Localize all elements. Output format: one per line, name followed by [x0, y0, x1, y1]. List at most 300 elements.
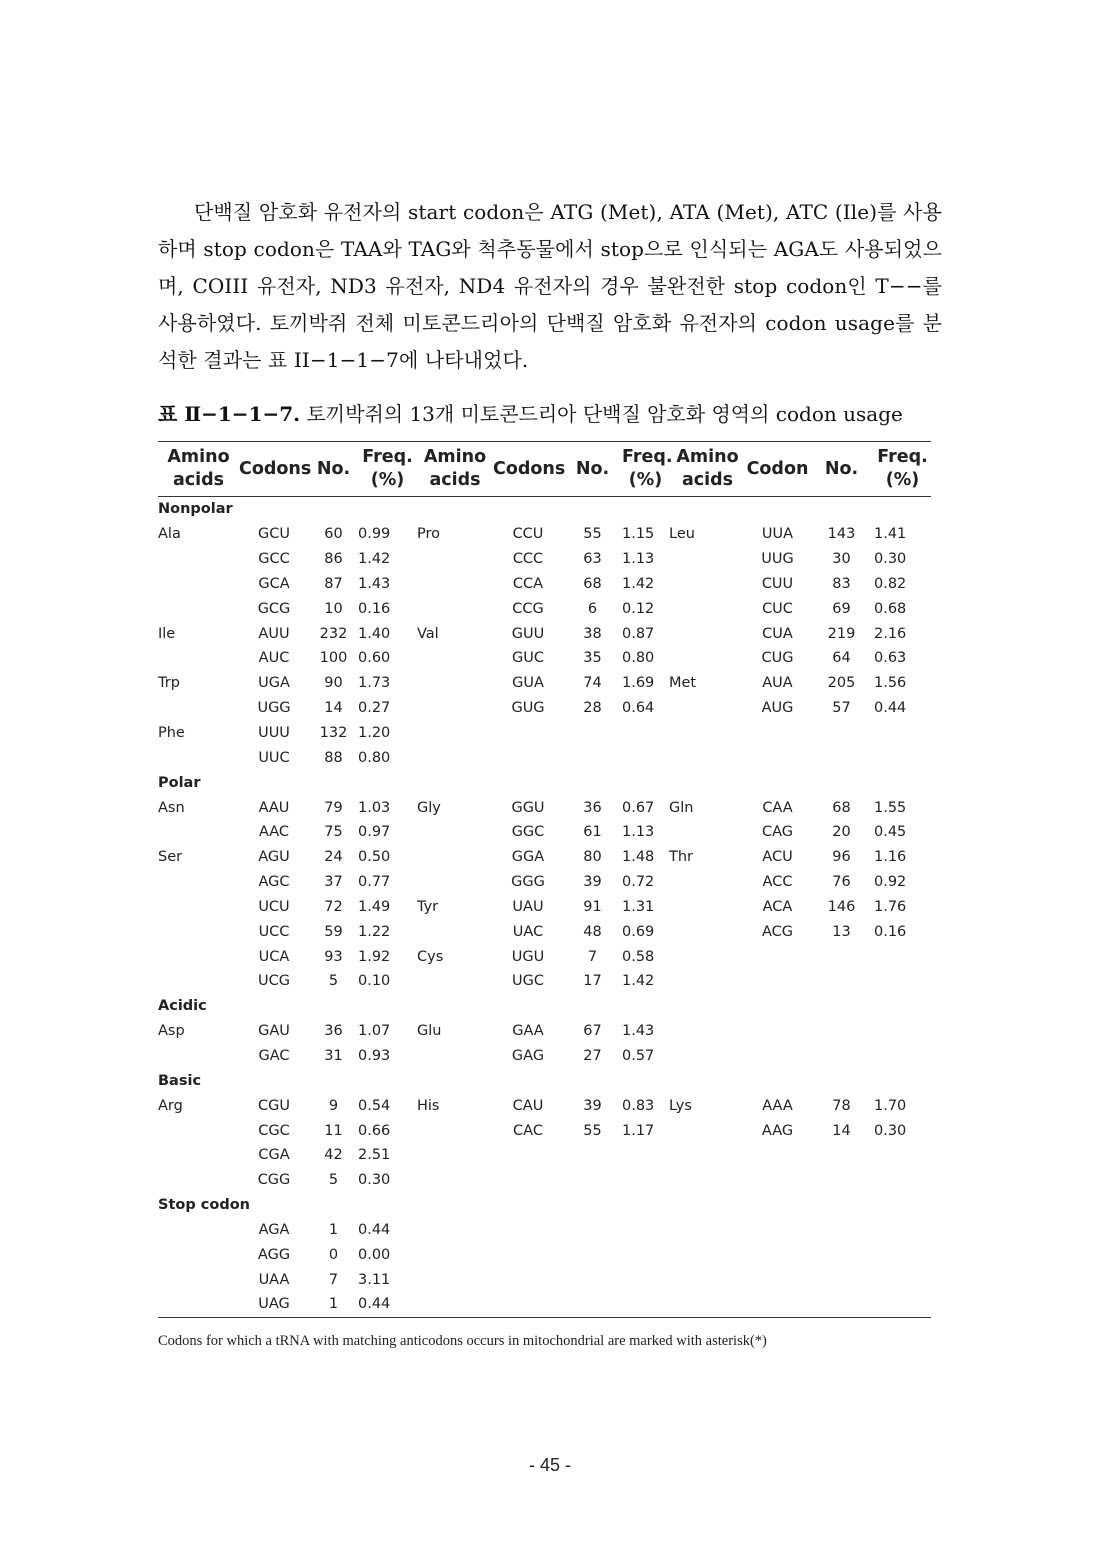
table-cell: 1.40 — [358, 625, 391, 642]
table-cell: 1.13 — [622, 551, 655, 568]
table-cell: AAU — [258, 799, 290, 816]
table-cell: UGU — [511, 948, 545, 965]
table-cell: 96 — [832, 849, 851, 866]
table-cell: Pro — [417, 526, 441, 543]
table-cell: 61 — [583, 824, 602, 841]
table-row — [158, 721, 931, 746]
table-cell — [417, 1242, 493, 1267]
table-cell — [493, 1267, 563, 1292]
table-cell: 80 — [583, 849, 602, 866]
table-cell — [669, 944, 746, 969]
table-row — [158, 795, 931, 820]
table-cell: 1.17 — [622, 1122, 655, 1139]
table-body — [158, 497, 931, 1318]
table-cell — [809, 1267, 874, 1292]
table-cell — [874, 944, 931, 969]
table-cell: 0.44 — [874, 700, 907, 717]
table-cell: 5 — [328, 1172, 339, 1189]
table-cell: UGG — [257, 700, 291, 717]
table-cell — [417, 1118, 493, 1143]
table-cell: GGU — [511, 799, 545, 816]
table-cell — [158, 944, 239, 969]
table-cell: Ile — [158, 625, 176, 642]
table-cell — [417, 596, 493, 621]
table-cell — [158, 1168, 239, 1193]
table-caption-label: 표 Ⅱ−1−1−7. — [158, 402, 301, 426]
table-cell: AGC — [258, 874, 290, 891]
table-cell: 90 — [324, 675, 343, 692]
table-cell — [158, 1242, 239, 1267]
table-cell: 100 — [319, 650, 348, 667]
table-cell: CUG — [761, 650, 794, 667]
category-label: Polar — [158, 774, 201, 791]
table-cell: 55 — [583, 1122, 602, 1139]
table-cell — [874, 1242, 931, 1267]
category-row — [158, 994, 931, 1019]
table-cell: AGA — [258, 1221, 290, 1238]
category-row — [158, 497, 931, 522]
table-caption — [158, 398, 938, 427]
table-cell: 1.03 — [358, 799, 391, 816]
header-cell: Codons — [239, 442, 309, 497]
table-cell: GUU — [511, 625, 545, 642]
table-cell: 0.92 — [874, 874, 907, 891]
table-cell: GCU — [258, 526, 290, 543]
table-cell: 1.20 — [358, 725, 391, 742]
table-cell: CCA — [512, 575, 544, 592]
table-cell: AAG — [761, 1122, 794, 1139]
table-cell: 60 — [324, 526, 343, 543]
table-cell — [158, 969, 239, 994]
table-cell: Phe — [158, 725, 185, 742]
table-row — [158, 870, 931, 895]
table-cell — [158, 895, 239, 920]
header-cell: Freq. (%) — [874, 442, 931, 497]
table-cell: GAU — [258, 1023, 290, 1040]
table-cell: CCG — [512, 600, 544, 617]
header-cell: Amino acids — [669, 442, 746, 497]
header-cell: Freq. (%) — [622, 442, 669, 497]
table-cell — [874, 1044, 931, 1069]
table-cell: 87 — [324, 575, 343, 592]
table-cell: Cys — [417, 948, 444, 965]
table-cell: UUC — [258, 749, 290, 766]
table-cell: 1.42 — [622, 575, 655, 592]
table-row — [158, 522, 931, 547]
table-row — [158, 1217, 931, 1242]
table-cell: 0.99 — [358, 526, 391, 543]
table-cell: 1.56 — [874, 675, 907, 692]
table-cell: 0.30 — [358, 1172, 391, 1189]
table-cell — [158, 870, 239, 895]
table-cell: 11 — [324, 1122, 343, 1139]
table-cell: 17 — [583, 973, 602, 990]
table-cell: Leu — [669, 526, 695, 543]
table-cell: 0.80 — [358, 749, 391, 766]
table-cell: Gln — [669, 799, 694, 816]
table-cell — [874, 1019, 931, 1044]
table-cell: UAC — [512, 923, 544, 940]
table-cell — [746, 1217, 809, 1242]
table-cell — [417, 646, 493, 671]
table-cell: 7 — [328, 1271, 339, 1288]
table-cell: 143 — [827, 526, 856, 543]
table-cell: CGU — [258, 1097, 290, 1114]
table-cell: 36 — [324, 1023, 343, 1040]
table-cell — [669, 1044, 746, 1069]
table-row — [158, 621, 931, 646]
table-cell: AGG — [257, 1246, 291, 1263]
table-cell — [809, 1019, 874, 1044]
table-cell: 0.50 — [358, 849, 391, 866]
table-cell: 59 — [324, 923, 343, 940]
table-cell — [746, 944, 809, 969]
table-cell: 27 — [583, 1047, 602, 1064]
table-cell — [417, 745, 493, 770]
table-cell: 1 — [328, 1221, 339, 1238]
table-cell: 42 — [324, 1147, 343, 1164]
table-cell — [669, 1242, 746, 1267]
table-cell — [158, 547, 239, 572]
table-cell: 20 — [832, 824, 851, 841]
table-cell: 37 — [324, 874, 343, 891]
table-cell: CAG — [761, 824, 794, 841]
table-cell — [809, 721, 874, 746]
table-cell: 2.51 — [358, 1147, 391, 1164]
table-cell: Lys — [669, 1097, 692, 1114]
table-cell: 0.30 — [874, 1122, 907, 1139]
table-cell — [746, 721, 809, 746]
table-row — [158, 944, 931, 969]
table-cell — [417, 1044, 493, 1069]
table-cell: 57 — [832, 700, 851, 717]
table-cell: GUG — [511, 700, 545, 717]
table-row — [158, 895, 931, 920]
table-cell: 0.67 — [622, 799, 655, 816]
table-row — [158, 572, 931, 597]
table-cell: 219 — [827, 625, 856, 642]
table-cell: 1.69 — [622, 675, 655, 692]
table-cell — [158, 572, 239, 597]
table-cell: CUC — [762, 600, 793, 617]
table-cell — [746, 745, 809, 770]
table-cell — [669, 696, 746, 721]
table-cell — [622, 1168, 669, 1193]
table-cell: His — [417, 1097, 440, 1114]
table-cell: 1.15 — [622, 526, 655, 543]
table-cell: 205 — [827, 675, 856, 692]
table-cell — [669, 870, 746, 895]
table-cell: 1.76 — [874, 898, 907, 915]
table-cell: GUC — [512, 650, 544, 667]
table-cell — [563, 1217, 622, 1242]
table-cell: GCA — [258, 575, 290, 592]
table-cell: UGA — [258, 675, 290, 692]
table-cell — [669, 1267, 746, 1292]
table-cell — [669, 820, 746, 845]
table-cell — [669, 1292, 746, 1317]
table-cell: UUU — [258, 725, 290, 742]
table-cell: Arg — [158, 1097, 183, 1114]
table-cell — [563, 1292, 622, 1317]
table-row — [158, 547, 931, 572]
table-cell — [493, 1242, 563, 1267]
table-cell — [874, 1143, 931, 1168]
table-cell: 0.16 — [358, 600, 391, 617]
table-cell: UCA — [258, 948, 290, 965]
table-cell — [493, 1143, 563, 1168]
table-cell: UCC — [258, 923, 290, 940]
table-cell — [417, 547, 493, 572]
table-cell — [746, 1168, 809, 1193]
category-label: Nonpolar — [158, 501, 233, 518]
table-cell: 1.73 — [358, 675, 391, 692]
header-cell: Codons — [493, 442, 563, 497]
table-cell — [669, 721, 746, 746]
table-row — [158, 1044, 931, 1069]
table-cell — [493, 1217, 563, 1242]
table-cell: CCU — [512, 526, 544, 543]
table-cell: 0.82 — [874, 575, 907, 592]
table-cell: 1.07 — [358, 1023, 391, 1040]
table-cell — [669, 745, 746, 770]
table-cell: 72 — [324, 898, 343, 915]
table-cell: 1.55 — [874, 799, 907, 816]
table-cell: CAA — [762, 799, 793, 816]
table-cell — [874, 1168, 931, 1193]
table-cell: CAU — [512, 1097, 544, 1114]
table-cell — [746, 1019, 809, 1044]
table-cell: 28 — [583, 700, 602, 717]
table-cell: 232 — [319, 625, 348, 642]
header-cell: Codon — [746, 442, 809, 497]
table-cell: 0.60 — [358, 650, 391, 667]
table-cell: CGA — [258, 1147, 290, 1164]
table-cell — [417, 671, 493, 696]
table-cell — [622, 745, 669, 770]
table-cell: 1.13 — [622, 824, 655, 841]
table-cell: GCG — [257, 600, 291, 617]
table-cell — [493, 1168, 563, 1193]
table-cell — [746, 1242, 809, 1267]
table-cell: Tyr — [417, 898, 439, 915]
header-cell: No. — [563, 442, 622, 497]
table-cell — [874, 1217, 931, 1242]
table-row — [158, 1168, 931, 1193]
table-cell: 91 — [583, 898, 602, 915]
table-cell — [669, 1118, 746, 1143]
table-cell: 0.27 — [358, 700, 391, 717]
table-cell — [746, 1143, 809, 1168]
table-cell — [493, 745, 563, 770]
table-row — [158, 596, 931, 621]
table-row — [158, 919, 931, 944]
table-row — [158, 646, 931, 671]
table-row — [158, 1019, 931, 1044]
table-cell: GGC — [511, 824, 545, 841]
table-cell: Trp — [158, 675, 180, 692]
table-cell: 14 — [832, 1122, 851, 1139]
table-cell: AUG — [761, 700, 794, 717]
table-cell — [622, 1267, 669, 1292]
table-cell — [158, 696, 239, 721]
table-cell — [417, 1292, 493, 1317]
table-cell: 0.87 — [622, 625, 655, 642]
table-cell — [669, 572, 746, 597]
table-cell — [622, 721, 669, 746]
table-cell: AUU — [258, 625, 290, 642]
table-cell: 0.44 — [358, 1292, 417, 1317]
table-row — [158, 671, 931, 696]
table-cell — [874, 1292, 931, 1317]
table-cell: 0.63 — [874, 650, 907, 667]
table-cell: 1.43 — [622, 1023, 655, 1040]
table-cell: 30 — [832, 551, 851, 568]
table-cell: GAG — [511, 1047, 545, 1064]
table-cell — [669, 919, 746, 944]
table-cell: 14 — [324, 700, 343, 717]
table-cell: 78 — [832, 1097, 851, 1114]
table-cell: 0.44 — [358, 1221, 391, 1238]
table-cell — [563, 1267, 622, 1292]
table-cell: 0.83 — [622, 1097, 655, 1114]
table-cell: CCC — [512, 551, 544, 568]
table-cell: 0.64 — [622, 700, 655, 717]
table-cell: 0.66 — [358, 1122, 391, 1139]
table-cell: GGA — [511, 849, 545, 866]
table-cell: 0.69 — [622, 923, 655, 940]
table-cell: 63 — [583, 551, 602, 568]
table-cell: 0.12 — [622, 600, 655, 617]
table-cell: UCG — [258, 973, 290, 990]
table-cell: 1.92 — [358, 948, 391, 965]
table-cell — [158, 1292, 239, 1317]
category-label: Stop codon — [158, 1197, 250, 1214]
table-cell: 132 — [319, 725, 348, 742]
table-cell: 1.41 — [874, 526, 907, 543]
table-cell: CGG — [257, 1172, 291, 1189]
table-cell: GUA — [512, 675, 544, 692]
table-cell — [417, 870, 493, 895]
table-row — [158, 1118, 931, 1143]
category-label: Basic — [158, 1072, 202, 1089]
table-cell: 1.43 — [358, 575, 391, 592]
table-cell — [874, 1267, 931, 1292]
table-cell: Glu — [417, 1023, 442, 1040]
table-cell: 48 — [583, 923, 602, 940]
table-cell: 69 — [832, 600, 851, 617]
table-cell: GAC — [258, 1047, 290, 1064]
table-cell: 0.72 — [622, 874, 655, 891]
table-row — [158, 1093, 931, 1118]
table-cell: 6 — [587, 600, 598, 617]
table-cell — [563, 1242, 622, 1267]
header-cell: Amino acids — [417, 442, 493, 497]
table-cell — [746, 1292, 809, 1317]
table-cell — [809, 1217, 874, 1242]
table-cell: ACG — [761, 923, 794, 940]
table-cell: 64 — [832, 650, 851, 667]
codon-usage-table — [158, 441, 931, 1318]
table-cell: 86 — [324, 551, 343, 568]
table-cell: 2.16 — [874, 625, 907, 642]
body-paragraph: 단백질 암호화 유전자의 start codon은 ATG (Met), ATA (Met), ATC (Ile)를 사용하며 stop codon은 TAA와 TAG와 척추동물에서 stop으로 인식되는 AGA도 사용되었으며, COIII 유전자, ND3 유전자, ND4 유전자의 경우 불완전한 stop codon인 T−−를 사용하였다. 토끼박쥐 전체 미토콘드리아의 단백질 암호화 유전자의 codon usage를 분석한 결과는 표 II−1−1−7에 나타내었다. — [158, 200, 942, 372]
table-cell — [669, 646, 746, 671]
table-cell: 76 — [832, 874, 851, 891]
table-cell — [493, 1292, 563, 1317]
table-cell: GAA — [512, 1023, 544, 1040]
table-cell: 0.00 — [358, 1246, 391, 1263]
table-cell: Ser — [158, 849, 183, 866]
table-cell — [809, 1143, 874, 1168]
table-cell: AUA — [762, 675, 793, 692]
table-row — [158, 1267, 931, 1292]
table-cell: 0.58 — [622, 948, 655, 965]
table-cell — [809, 745, 874, 770]
table-cell: 146 — [827, 898, 856, 915]
table-cell: UCU — [258, 898, 290, 915]
table-row — [158, 1242, 931, 1267]
table-cell: 0.10 — [358, 973, 391, 990]
table-cell — [158, 1267, 239, 1292]
table-cell: UGC — [512, 973, 544, 990]
table-cell: UAA — [258, 1271, 290, 1288]
table-cell — [158, 820, 239, 845]
table-footnote: Codons for which a tRNA with matching anticodons occurs in mitochondrial are marked with asterisk(*) — [158, 1333, 767, 1349]
table-cell — [417, 919, 493, 944]
table-cell — [874, 721, 931, 746]
table-cell — [669, 1019, 746, 1044]
table-cell: UUA — [761, 526, 794, 543]
table-cell — [563, 721, 622, 746]
table-cell — [874, 969, 931, 994]
table-cell: AAA — [762, 1097, 793, 1114]
table-cell — [417, 1143, 493, 1168]
table-cell — [669, 1168, 746, 1193]
table-cell: 1 — [309, 1292, 358, 1317]
table-cell: 5 — [328, 973, 339, 990]
table-cell: 1.22 — [358, 923, 391, 940]
table-cell: 1.31 — [622, 898, 655, 915]
table-cell — [158, 1044, 239, 1069]
table-cell: 68 — [583, 575, 602, 592]
page-number: - 45 - — [528, 1455, 571, 1475]
table-cell: 0 — [328, 1246, 339, 1263]
table-cell — [158, 745, 239, 770]
table-cell — [746, 1267, 809, 1292]
category-row — [158, 1068, 931, 1093]
table-cell — [622, 1143, 669, 1168]
table-cell — [809, 1242, 874, 1267]
table-cell: 93 — [324, 948, 343, 965]
table-cell: 39 — [583, 874, 602, 891]
category-row — [158, 770, 931, 795]
header-cell: Freq. (%) — [358, 442, 417, 497]
table-cell: 88 — [324, 749, 343, 766]
table-cell — [669, 596, 746, 621]
table-cell: 35 — [583, 650, 602, 667]
table-cell: 0.30 — [874, 551, 907, 568]
table-cell — [669, 1217, 746, 1242]
table-cell: 0.16 — [874, 923, 907, 940]
table-cell — [158, 596, 239, 621]
table-cell — [417, 721, 493, 746]
table-cell — [417, 820, 493, 845]
table-cell — [669, 895, 746, 920]
table-cell: Ala — [158, 526, 181, 543]
table-cell: 1.48 — [622, 849, 655, 866]
table-cell: Asp — [158, 1023, 185, 1040]
